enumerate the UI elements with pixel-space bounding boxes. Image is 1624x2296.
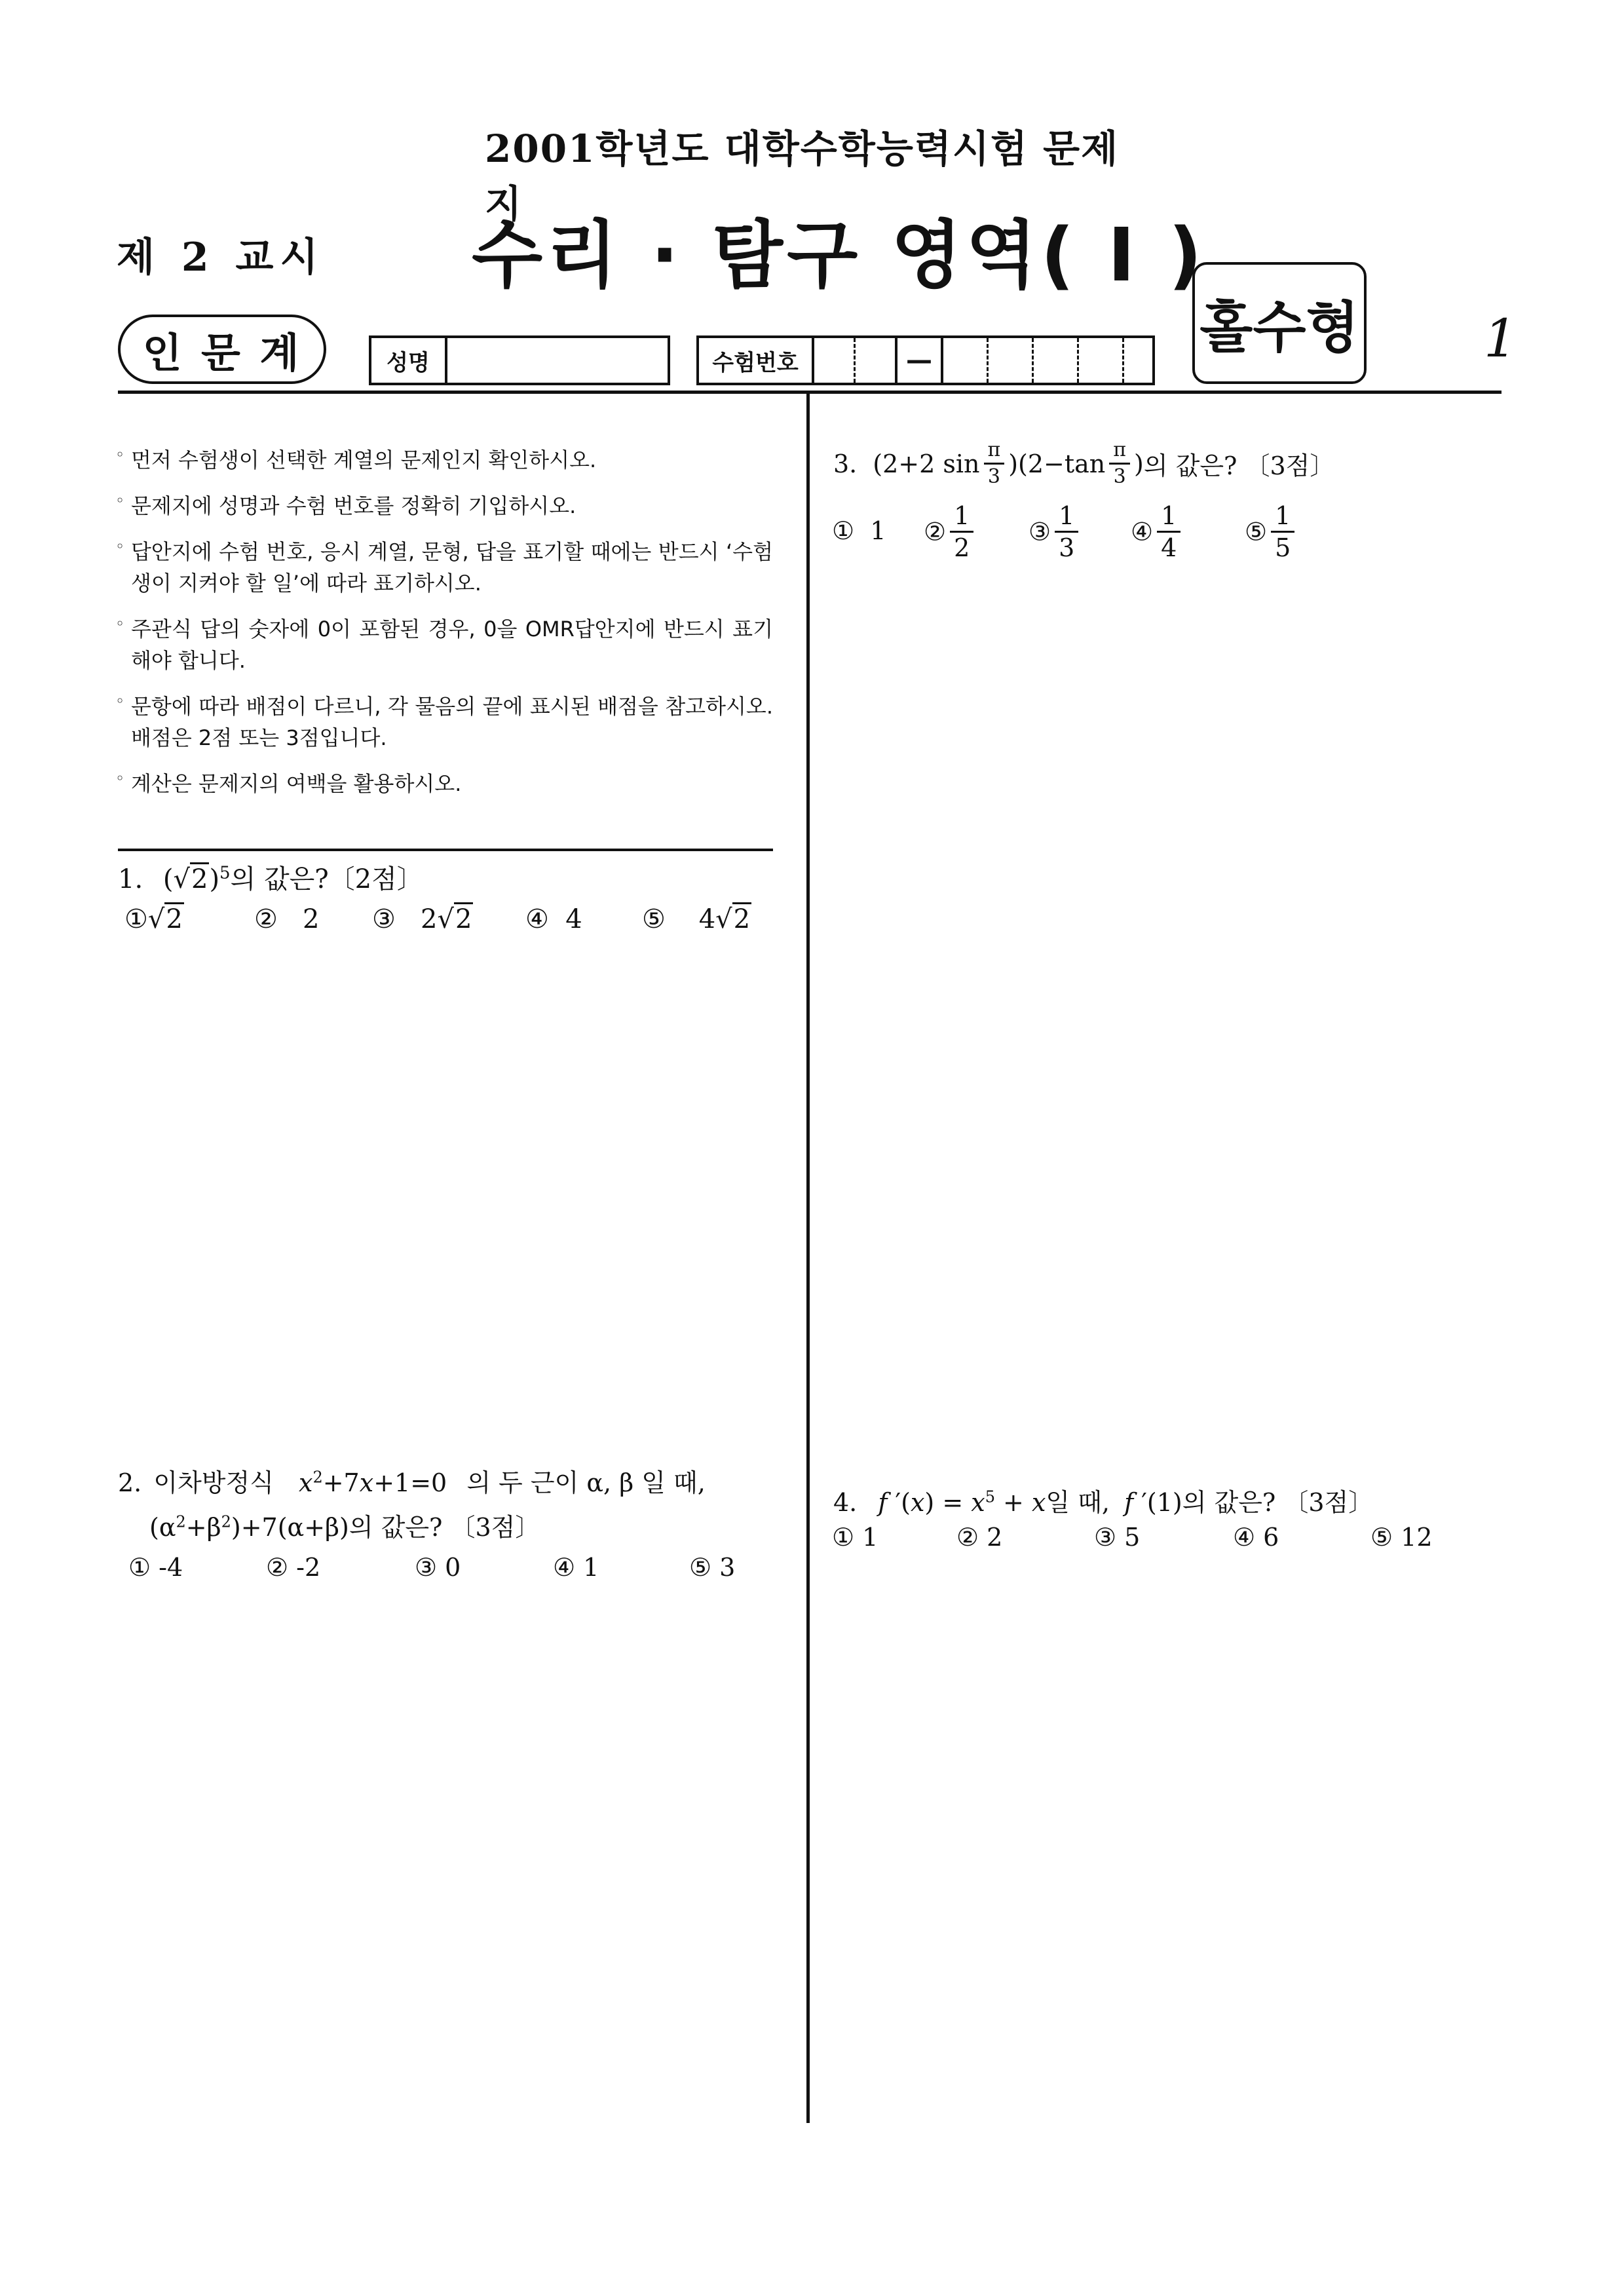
exam-number-box: [696, 335, 1155, 385]
question-number: 1.: [118, 864, 143, 894]
q1-choices: [124, 904, 766, 944]
q3-choice-2[interactable]: ② $\frac{1}{2}$: [924, 503, 977, 560]
q2-prompt: 의 값은? 〔3점〕: [349, 1513, 540, 1542]
question-number: 3.: [833, 449, 858, 478]
q4-choice-1[interactable]: ① 1: [832, 1523, 878, 1552]
column-divider: [806, 393, 810, 2123]
q4-choice-5[interactable]: ⑤ 12: [1370, 1523, 1433, 1552]
question-3: [833, 440, 1334, 487]
instruction-item: ◦ 문항에 따라 배점이 다르니, 각 물음의 끝에 표시된 배점을 참고하시오. 배점은 2점 또는 3점입니다.: [115, 692, 773, 750]
q4-choice-2[interactable]: ② 2: [956, 1523, 1003, 1552]
exam-number-dash: —: [897, 338, 943, 383]
instructions-list: [115, 444, 773, 814]
period-label: 제 2 교시: [117, 235, 325, 280]
form-type-box: [1192, 262, 1367, 384]
q1-choice-5[interactable]: ⑤ 4√2: [642, 904, 751, 934]
q2-stem-b: 의 두 근이 α, β 일 때,: [466, 1468, 706, 1497]
exam-digit-3[interactable]: [943, 338, 989, 383]
exam-digit-5[interactable]: [1034, 338, 1079, 383]
question-1: [118, 858, 423, 896]
q2-choice-3[interactable]: ③ 0: [415, 1553, 461, 1582]
page-number: 1: [1484, 308, 1517, 369]
q4-choice-3[interactable]: ③ 5: [1094, 1523, 1141, 1552]
year-title: 2001학년도 대학수학능력시험 문제지: [485, 126, 1120, 226]
instruction-item: ◦ 주관식 답의 숫자에 0이 포함된 경우, 0을 OMR답안지에 반드시 표기해야 합니다.: [115, 615, 773, 673]
exam-digit-4[interactable]: [989, 338, 1034, 383]
q4-choices: [832, 1523, 1487, 1562]
q1-choice-2[interactable]: ② 2: [254, 904, 320, 934]
q3-choice-3[interactable]: ③ $\frac{1}{3}$: [1029, 503, 1082, 560]
track-badge: [118, 315, 326, 384]
q1-choice-3[interactable]: ③ 2√2: [372, 904, 473, 934]
exam-digit-2[interactable]: [856, 338, 897, 383]
q2-choices: [128, 1553, 770, 1592]
instructions-rule: [118, 849, 773, 851]
q1-choice-4[interactable]: ④ 4: [525, 904, 582, 934]
q2-choice-1[interactable]: ① -4: [128, 1553, 183, 1582]
name-label: 성명: [371, 338, 447, 383]
track-badge-label: 인 문 계: [142, 328, 302, 377]
question-number: 2.: [118, 1468, 142, 1497]
question-number: 4.: [833, 1488, 858, 1517]
q3-choices: [832, 503, 1422, 569]
q2-expression: $(\alpha^2+\beta^2)+7(\alpha+\beta)$: [149, 1512, 349, 1542]
name-input[interactable]: [447, 338, 668, 383]
exam-number-label: 수험번호: [699, 338, 814, 383]
q3-choice-5[interactable]: ⑤ $\frac{1}{5}$: [1245, 503, 1298, 560]
name-field-box: [369, 335, 670, 385]
question-2: [118, 1463, 706, 1499]
exam-digit-6[interactable]: [1079, 338, 1124, 383]
instruction-item: ◦ 계산은 문제지의 여백을 활용하시오.: [115, 769, 462, 796]
q3-choice-4[interactable]: ④ $\frac{1}{4}$: [1131, 503, 1184, 560]
q4-expression: f ′(1): [1124, 1488, 1182, 1517]
q2-equation: $x^2+7x+1=0$: [299, 1468, 447, 1497]
q4-prompt: 의 값은? 〔3점〕: [1182, 1488, 1374, 1517]
question-4: [833, 1482, 1373, 1518]
q2-choice-2[interactable]: ② -2: [266, 1553, 321, 1582]
q3-expression: (2+2 sin $\frac{\pi}{3}$ )(2−tan $\frac{\pi}{3}$ ): [873, 438, 1144, 488]
instruction-item: ◦ 먼저 수험생이 선택한 계열의 문제인지 확인하시오.: [115, 446, 597, 472]
exam-digit-7[interactable]: [1124, 338, 1152, 383]
q1-choice-1[interactable]: ①√2: [124, 904, 184, 934]
q1-expression: $(√2)^5$: [162, 863, 231, 894]
q3-choice-1[interactable]: ① 1: [832, 516, 886, 545]
q2-choice-5[interactable]: ⑤ 3: [689, 1553, 736, 1582]
q1-prompt: 의 값은?〔2점〕: [230, 864, 423, 894]
q2-choice-4[interactable]: ④ 1: [553, 1553, 599, 1582]
q4-choice-4[interactable]: ④ 6: [1233, 1523, 1279, 1552]
form-type-label: 홀수형: [1199, 295, 1359, 360]
instruction-item: ◦ 문제지에 성명과 수험 번호를 정확히 기입하시오.: [115, 491, 576, 518]
q3-prompt: 의 값은? 〔3점〕: [1143, 451, 1335, 480]
header-rule: [118, 391, 1501, 394]
subject-title: 수리 · 탐구 영역( I ): [472, 213, 1206, 298]
q4-equation: f $'(x) = x^5 + x$: [878, 1487, 1046, 1517]
q2-stem-a: 이차방정식: [153, 1468, 274, 1497]
q2-line-2: [149, 1507, 540, 1543]
exam-digit-1[interactable]: [814, 338, 856, 383]
q4-stem-a: 일 때,: [1046, 1488, 1110, 1517]
instruction-item: ◦ 답안지에 수험 번호, 응시 계열, 문형, 답을 표기할 때에는 반드시 ‘수험생이 지켜야 할 일’에 따라 표기하시오.: [115, 537, 773, 596]
